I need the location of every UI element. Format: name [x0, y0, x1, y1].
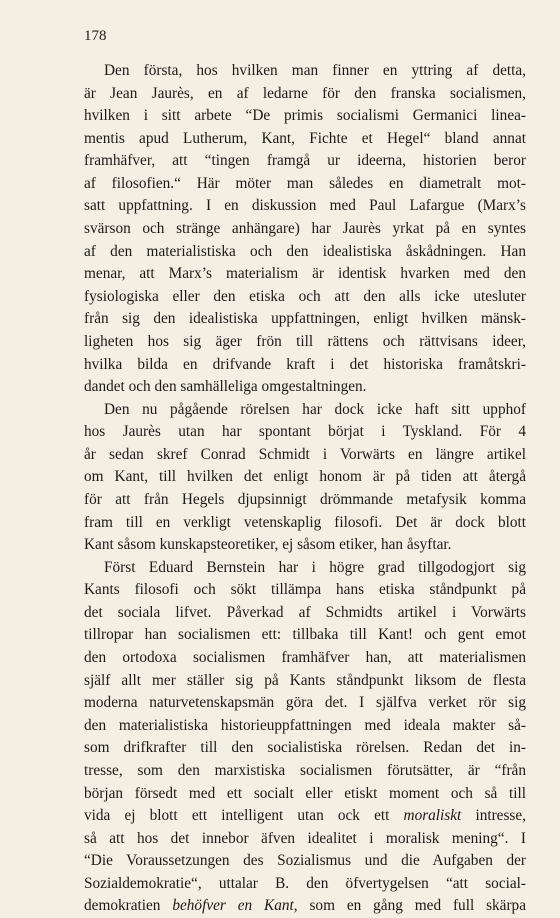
text-line-content: Sozialdemokratie“, uttalar B. den öfvertygelsen “att social-	[84, 874, 526, 892]
text-line	[84, 783, 526, 806]
text-line-content: demokratien	[84, 897, 161, 915]
text-line-content: om Kant, till hvilken det enligt honom är på tiden att återgå	[84, 468, 526, 486]
text-line	[84, 579, 526, 602]
text-line-tail: som en gång med full skärpa	[297, 897, 526, 915]
text-line	[84, 692, 526, 715]
text-line-content: Den nu pågående rörelsen har dock icke haft sitt upphof	[104, 400, 526, 418]
text-line	[84, 602, 526, 625]
emphasized-text: moraliskt	[403, 807, 462, 825]
text-line-content: af filosofien.“ Här möter man således en diametralt mot-	[84, 174, 526, 192]
text-line-content: “Die Voraussetzungen des Sozialismus und die Aufgaben der	[84, 852, 526, 870]
text-line	[84, 828, 526, 851]
text-line	[84, 128, 526, 151]
text-line	[84, 737, 526, 760]
text-line-tail: intresse,	[461, 807, 526, 825]
text-line	[84, 308, 526, 331]
text-line	[84, 286, 526, 309]
text-line	[84, 195, 526, 218]
text-line	[84, 466, 526, 489]
text-line	[84, 489, 526, 512]
text-line	[84, 512, 526, 535]
text-line	[84, 534, 526, 557]
text-line-content: moderna naturvetenskapsmän göra det. I själfva verket rör sig	[84, 694, 526, 712]
text-line-content: tillropar han socialismen ett: tillbaka till Kant! och gent emot	[84, 626, 526, 644]
emphasized-text: behöfver en Kant,	[172, 897, 298, 915]
text-line	[84, 557, 526, 580]
text-line	[84, 354, 526, 377]
text-line	[84, 60, 526, 83]
text-line-content: menar, att Marx’s materialism är identisk hvarken med den	[84, 265, 526, 283]
text-line-content: hos Jaurès utan har spontant börjat i Tyskland. För 4	[84, 423, 526, 441]
text-line	[84, 715, 526, 738]
text-line	[84, 850, 526, 873]
body-text	[84, 60, 526, 918]
text-line-content: vida ej blott ett intelligent utan ock ett	[84, 807, 390, 825]
text-line	[84, 241, 526, 264]
text-line-content: som drifkrafter till den socialistiska rörelsen. Redan det in-	[84, 739, 526, 757]
text-line-content: den ortodoxa socialismen framhäfver han, att materialismen	[84, 649, 526, 667]
text-line-content: så att hos det innebor äfven idealitet i moralisk mening“. I	[84, 829, 526, 847]
text-line-content: svärson och stränge anhängare) har Jaurès yrkat på en syntes	[84, 220, 526, 238]
text-line-content: hvilka bilda en drifvande kraft i det historiska framåtskri-	[84, 355, 526, 373]
text-line-content: framhäfver, att “tingen framgå ur ideerna, historien beror	[84, 152, 526, 170]
text-line	[84, 421, 526, 444]
text-line	[84, 376, 526, 399]
text-line-content: mentis apud Lutherum, Kant, Fichte et Hegel“ bland annat	[84, 129, 526, 147]
text-line	[84, 105, 526, 128]
text-line-content: för att från Hegels djupsinnigt drömmande metafysik komma	[84, 490, 526, 508]
text-line	[84, 399, 526, 422]
text-line	[84, 895, 526, 918]
text-line-content: fysiologiska eller den etiska och att den alls icke utesluter	[84, 287, 526, 305]
text-line-content: det sociala lifvet. Påverkad af Schmidts artikel i Vorwärts	[84, 603, 526, 621]
text-line-content: fram till en verkligt vetenskaplig filosofi. Det är dock blott	[84, 513, 526, 531]
text-line-content: tresse, som den marxistiska socialismen förutsätter, är “från	[84, 761, 526, 779]
text-line	[84, 218, 526, 241]
text-line-content: af den materialistiska och den idealistiska åskådningen. Han	[84, 242, 526, 260]
text-line-content: Den första, hos hvilken man finner en yttring af detta,	[104, 62, 526, 79]
text-line	[84, 624, 526, 647]
text-line-content: början försedt med ett socialt eller etiskt moment och så till	[84, 784, 526, 802]
text-line-content: hvilken i sitt arbete “De primis socialismi Germanici linea-	[84, 107, 526, 125]
text-line-content: själf allt mer ställer sig på Kants ståndpunkt liksom de flesta	[84, 671, 526, 689]
text-line	[84, 173, 526, 196]
text-line	[84, 873, 526, 896]
text-line-content: satt uppfattning. I en diskussion med Paul Lafargue (Marx’s	[84, 197, 526, 215]
text-line	[84, 150, 526, 173]
text-line	[84, 263, 526, 286]
text-line	[84, 331, 526, 354]
page-number: 178	[84, 28, 107, 44]
text-line	[84, 647, 526, 670]
text-line	[84, 760, 526, 783]
text-line-content: den materialistiska historieuppfattningen med ideala makter så-	[84, 716, 526, 734]
text-line-content: Först Eduard Bernstein har i högre grad tillgodogjort sig	[104, 558, 526, 576]
text-line-content: Kant såsom kunskapsteoretiker, ej såsom etiker, han åsyftar.	[84, 536, 452, 554]
text-line-content: är Jean Jaurès, en af ledarne för den franska socialismen,	[84, 84, 526, 102]
text-line-content: år sedan skref Conrad Schmidt i Vorwärts en längre artikel	[84, 445, 526, 463]
text-line	[84, 670, 526, 693]
text-line	[84, 83, 526, 106]
text-line-content: från sig den idealistiska uppfattningen, enligt hvilken mänsk-	[84, 310, 526, 328]
text-line-content: ligheten hos sig äger frön till rättens och rättvisans ideer,	[84, 332, 526, 350]
text-line-content: Kants filosofi och sökt tillämpa hans etiska ståndpunkt på	[84, 581, 526, 599]
text-line	[84, 444, 526, 467]
text-line-content: dandet och den samhälleliga omgestaltningen.	[84, 378, 367, 396]
text-line	[84, 805, 526, 828]
